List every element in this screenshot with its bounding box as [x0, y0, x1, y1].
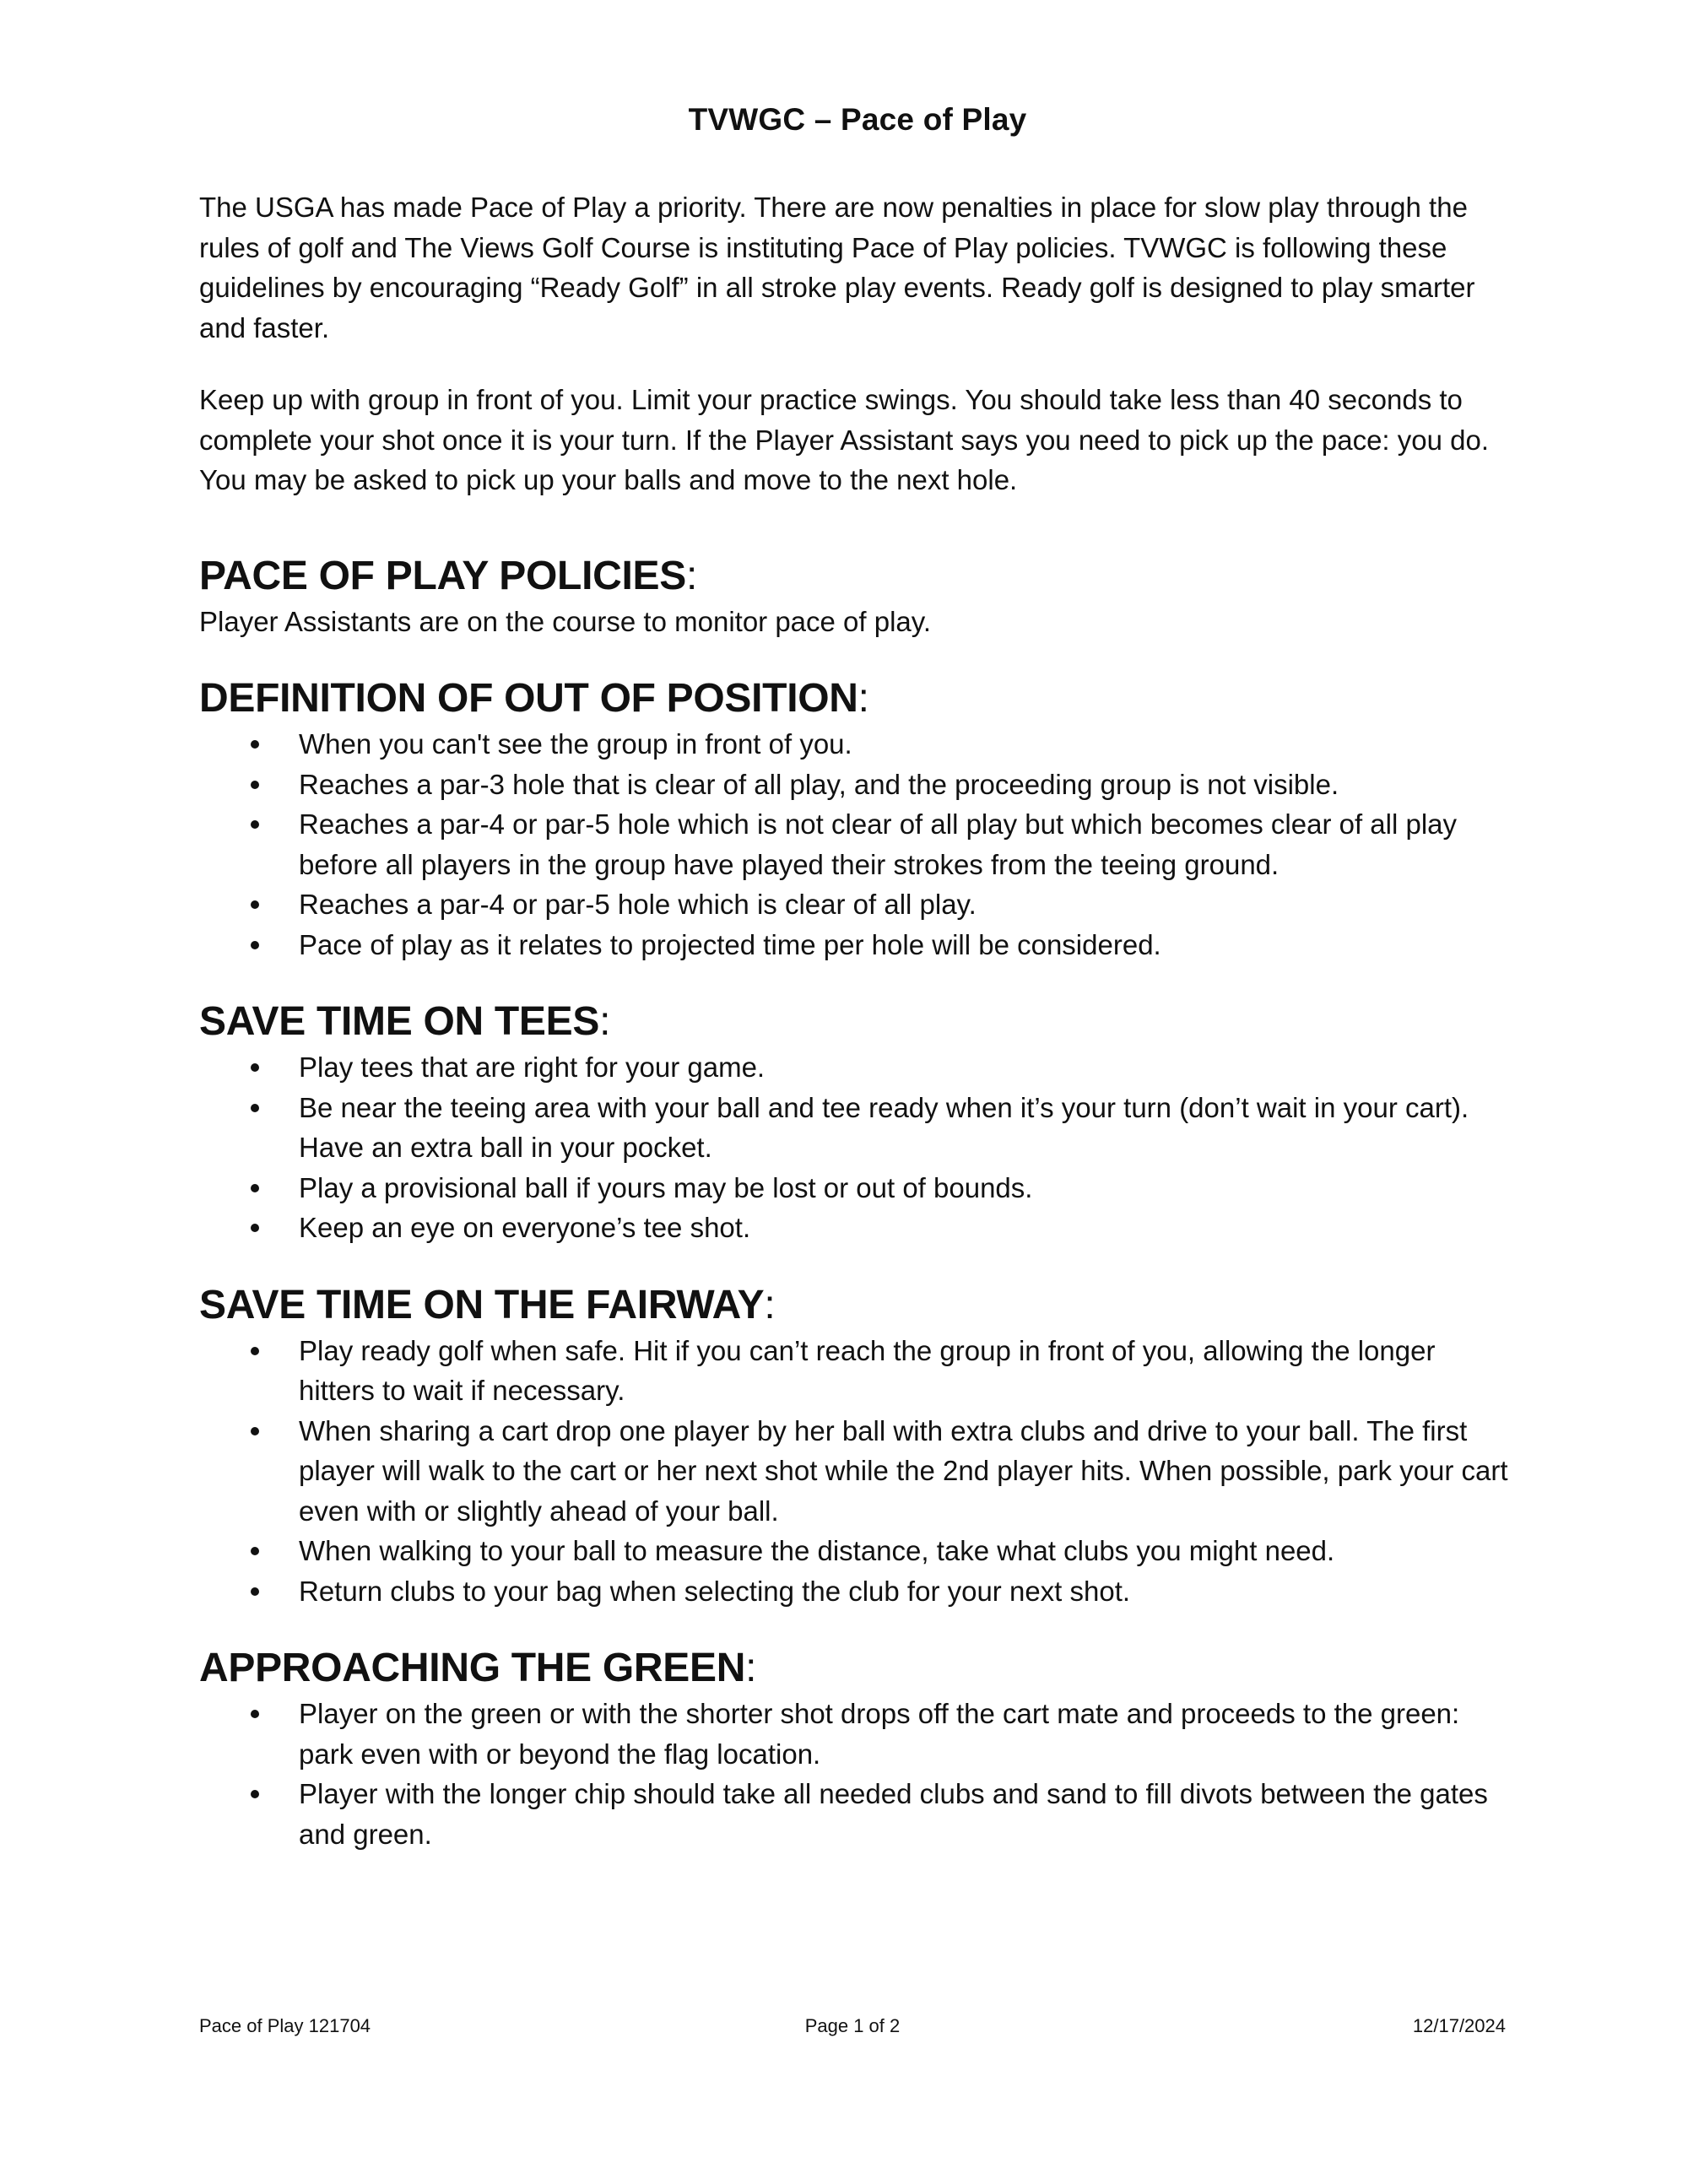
intro-paragraph-2: Keep up with group in front of you. Limit your practice swings. You should take less than 40 seconds to complete your shot once it is your turn. If the Player Assistant says you need to pick up the pace: you do. You may be asked to pick up your balls and move to the next hole.	[199, 384, 1490, 495]
list-item-text: Reaches a par-3 hole that is clear of all play, and the proceeding group is not visible.	[299, 768, 1339, 800]
fairway-list	[199, 1331, 1516, 1612]
section-heading-fairway	[199, 1280, 1516, 1331]
list-item-text: When you can't see the group in front of you.	[299, 728, 852, 760]
list-item-text: Reaches a par-4 or par-5 hole which is not clear of all play but which becomes clear of all play before all players in the group have played their strokes from the teeing ground.	[299, 808, 1458, 880]
heading-text: DEFINITION OF OUT OF POSITION	[199, 676, 858, 721]
document-body	[199, 100, 1516, 1854]
intro-paragraph-1: The USGA has made Pace of Play a priority. There are now penalties in place for slow play through the rules of golf and The Views Golf Course is instituting Pace of Play policies. TVWGC is following these guidelines by encouraging “Ready Golf” in all stroke play events. Ready golf is designed to play smarter and faster.	[199, 192, 1475, 343]
footer-page-number: Page 1 of 2	[804, 2015, 901, 2036]
heading-colon: :	[858, 676, 869, 721]
bullet-icon	[251, 1790, 259, 1798]
list-item	[199, 1531, 1516, 1571]
section-heading-out-of-position	[199, 673, 1516, 724]
bullet-icon	[251, 820, 259, 829]
green-list	[199, 1694, 1516, 1854]
list-item-text: Keep an eye on everyone’s tee shot.	[299, 1212, 751, 1243]
list-item-text: Player on the green or with the shorter shot drops off the cart mate and proceeds to the green: park even with or beyond the flag location.	[299, 1698, 1460, 1770]
bullet-icon	[251, 1184, 259, 1192]
tees-list	[199, 1047, 1516, 1248]
bullet-icon	[251, 1063, 259, 1072]
bullet-icon	[251, 1587, 259, 1596]
section-heading-policies	[199, 551, 1516, 602]
list-item	[199, 804, 1516, 884]
bullet-icon	[251, 781, 259, 789]
footer-date: 12/17/2024	[1412, 2015, 1506, 2036]
list-item-text: Return clubs to your bag when selecting the club for your next shot.	[299, 1575, 1131, 1607]
bullet-icon	[251, 941, 259, 949]
list-item	[199, 925, 1516, 965]
list-item	[199, 1694, 1516, 1774]
list-item-text: Be near the teeing area with your ball and tee ready when it’s your turn (don’t wait in your cart). Have an extra ball in your pocket.	[299, 1091, 1469, 1163]
list-item	[199, 884, 1516, 925]
list-item-text: Play tees that are right for your game.	[299, 1051, 766, 1083]
out-of-position-list	[199, 724, 1516, 965]
list-item	[199, 1047, 1516, 1088]
list-item-text: Play a provisional ball if yours may be lost or out of bounds.	[299, 1171, 1033, 1203]
bullet-icon	[251, 1710, 259, 1718]
bullet-icon	[251, 1347, 259, 1355]
bullet-icon	[251, 1427, 259, 1435]
bullet-icon	[251, 900, 259, 909]
list-item-text: Player with the longer chip should take all needed clubs and sand to fill divots between the gates and green.	[299, 1778, 1488, 1850]
heading-text: SAVE TIME ON TEES	[199, 999, 600, 1044]
list-item	[199, 1411, 1516, 1532]
list-item-text: Pace of play as it relates to projected time per hole will be considered.	[299, 928, 1161, 960]
bullet-icon	[251, 1547, 259, 1555]
list-item	[199, 1168, 1516, 1208]
heading-text: SAVE TIME ON THE FAIRWAY	[199, 1282, 765, 1327]
heading-colon: :	[685, 553, 697, 598]
bullet-icon	[251, 1104, 259, 1112]
page-footer	[199, 2014, 1506, 2039]
heading-text: PACE OF PLAY POLICIES	[199, 553, 686, 598]
list-item-text: Reaches a par-4 or par-5 hole which is clear of all play.	[299, 889, 977, 920]
section-heading-green	[199, 1643, 1516, 1694]
list-item	[199, 724, 1516, 765]
footer-doc-id: Pace of Play 121704	[199, 2015, 371, 2036]
list-item	[199, 1331, 1516, 1411]
list-item	[199, 765, 1516, 805]
list-item-text: Play ready golf when safe. Hit if you can’t reach the group in front of you, allowing the longer hitters to wait if necessary.	[299, 1334, 1436, 1406]
list-item	[199, 1088, 1516, 1168]
list-item	[199, 1208, 1516, 1248]
policies-text: Player Assistants are on the course to monitor pace of play.	[199, 605, 932, 637]
list-item	[199, 1774, 1516, 1854]
heading-text: APPROACHING THE GREEN	[199, 1646, 746, 1690]
list-item-text: When walking to your ball to measure the distance, take what clubs you might need.	[299, 1535, 1335, 1566]
document-title: TVWGC – Pace of Play	[688, 102, 1027, 137]
bullet-icon	[251, 740, 259, 749]
list-item-text: When sharing a cart drop one player by her ball with extra clubs and drive to your ball. The first player will walk to the cart or her next shot while the 2nd player hits. When possible, park your cart even with or slightly ahead of your ball.	[299, 1414, 1508, 1527]
section-heading-tees	[199, 997, 1516, 1047]
list-item	[199, 1571, 1516, 1612]
heading-colon: :	[764, 1282, 776, 1327]
heading-colon: :	[745, 1646, 757, 1690]
bullet-icon	[251, 1224, 259, 1232]
heading-colon: :	[599, 999, 611, 1044]
